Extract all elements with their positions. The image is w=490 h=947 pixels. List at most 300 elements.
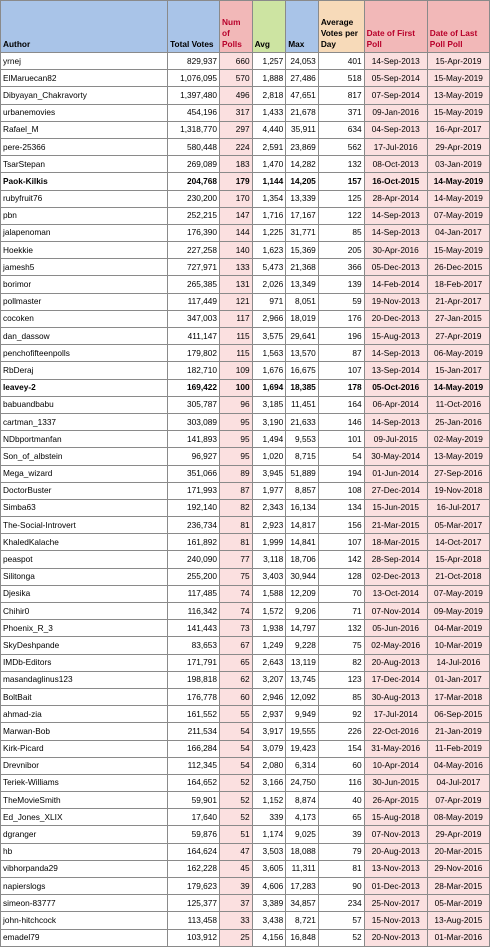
avg-votes-per-day-cell[interactable]: 57 bbox=[318, 912, 364, 929]
avg-votes-per-day-cell[interactable]: 70 bbox=[318, 585, 364, 602]
avg-votes-per-day-cell[interactable]: 817 bbox=[318, 87, 364, 104]
last-poll-cell[interactable]: 11-Feb-2019 bbox=[427, 740, 489, 757]
avg-votes-per-day-cell[interactable]: 178 bbox=[318, 379, 364, 396]
author-cell[interactable]: DoctorBuster bbox=[1, 482, 168, 499]
last-poll-cell[interactable]: 15-Jan-2017 bbox=[427, 362, 489, 379]
first-poll-cell[interactable]: 07-Nov-2014 bbox=[364, 603, 427, 620]
table-row[interactable] bbox=[1, 603, 490, 620]
max-cell[interactable]: 6,314 bbox=[286, 757, 319, 774]
avg-votes-per-day-cell[interactable]: 205 bbox=[318, 242, 364, 259]
first-poll-cell[interactable]: 31-May-2016 bbox=[364, 740, 427, 757]
max-cell[interactable]: 21,678 bbox=[286, 104, 319, 121]
last-poll-cell[interactable]: 21-Jan-2019 bbox=[427, 723, 489, 740]
first-poll-cell[interactable]: 05-Oct-2016 bbox=[364, 379, 427, 396]
author-cell[interactable]: hb bbox=[1, 843, 168, 860]
avg-votes-per-day-cell[interactable]: 107 bbox=[318, 534, 364, 551]
last-poll-cell[interactable]: 29-Apr-2019 bbox=[427, 826, 489, 843]
last-poll-cell[interactable]: 27-Sep-2016 bbox=[427, 465, 489, 482]
table-row[interactable] bbox=[1, 156, 490, 173]
first-poll-cell[interactable]: 05-Dec-2013 bbox=[364, 259, 427, 276]
total-votes-cell[interactable]: 255,200 bbox=[168, 568, 220, 585]
author-cell[interactable]: pbn bbox=[1, 207, 168, 224]
max-cell[interactable]: 4,173 bbox=[286, 809, 319, 826]
max-cell[interactable]: 18,385 bbox=[286, 379, 319, 396]
author-cell[interactable]: cartman_1337 bbox=[1, 413, 168, 430]
table-row[interactable] bbox=[1, 345, 490, 362]
first-poll-cell[interactable]: 22-Oct-2016 bbox=[364, 723, 427, 740]
last-poll-cell[interactable]: 14-May-2019 bbox=[427, 190, 489, 207]
table-row[interactable] bbox=[1, 310, 490, 327]
last-poll-cell[interactable]: 07-May-2019 bbox=[427, 585, 489, 602]
avg-cell[interactable]: 1,249 bbox=[252, 637, 286, 654]
total-votes-cell[interactable]: 252,215 bbox=[168, 207, 220, 224]
table-row[interactable] bbox=[1, 809, 490, 826]
last-poll-cell[interactable]: 26-Dec-2015 bbox=[427, 259, 489, 276]
total-votes-cell[interactable]: 176,390 bbox=[168, 224, 220, 241]
num-polls-cell[interactable]: 52 bbox=[220, 809, 253, 826]
total-votes-cell[interactable]: 164,652 bbox=[168, 774, 220, 791]
avg-votes-per-day-cell[interactable]: 634 bbox=[318, 121, 364, 138]
last-poll-cell[interactable]: 07-Apr-2019 bbox=[427, 792, 489, 809]
author-cell[interactable]: Chihir0 bbox=[1, 603, 168, 620]
avg-votes-per-day-cell[interactable]: 59 bbox=[318, 293, 364, 310]
last-poll-cell[interactable]: 06-Sep-2015 bbox=[427, 706, 489, 723]
max-cell[interactable]: 31,771 bbox=[286, 224, 319, 241]
avg-votes-per-day-cell[interactable]: 40 bbox=[318, 792, 364, 809]
author-cell[interactable]: babuandbabu bbox=[1, 396, 168, 413]
last-poll-cell[interactable]: 29-Nov-2016 bbox=[427, 860, 489, 877]
total-votes-cell[interactable]: 113,458 bbox=[168, 912, 220, 929]
table-row[interactable] bbox=[1, 242, 490, 259]
num-polls-cell[interactable]: 121 bbox=[220, 293, 253, 310]
last-poll-cell[interactable]: 10-Mar-2019 bbox=[427, 637, 489, 654]
total-votes-cell[interactable]: 179,623 bbox=[168, 878, 220, 895]
max-cell[interactable]: 13,745 bbox=[286, 671, 319, 688]
avg-votes-per-day-cell[interactable]: 146 bbox=[318, 413, 364, 430]
avg-cell[interactable]: 1,977 bbox=[252, 482, 286, 499]
author-cell[interactable]: emadel79 bbox=[1, 929, 168, 946]
max-cell[interactable]: 18,088 bbox=[286, 843, 319, 860]
avg-votes-per-day-cell[interactable]: 125 bbox=[318, 190, 364, 207]
avg-cell[interactable]: 1,494 bbox=[252, 431, 286, 448]
table-row[interactable] bbox=[1, 757, 490, 774]
avg-votes-per-day-cell[interactable]: 562 bbox=[318, 138, 364, 155]
last-poll-cell[interactable]: 20-Mar-2015 bbox=[427, 843, 489, 860]
table-row[interactable] bbox=[1, 70, 490, 87]
total-votes-cell[interactable]: 265,385 bbox=[168, 276, 220, 293]
table-row[interactable] bbox=[1, 895, 490, 912]
avg-votes-per-day-cell[interactable]: 39 bbox=[318, 826, 364, 843]
num-polls-cell[interactable]: 82 bbox=[220, 499, 253, 516]
avg-cell[interactable]: 1,174 bbox=[252, 826, 286, 843]
max-cell[interactable]: 12,092 bbox=[286, 688, 319, 705]
first-poll-cell[interactable]: 30-Aug-2013 bbox=[364, 688, 427, 705]
avg-votes-per-day-cell[interactable]: 101 bbox=[318, 431, 364, 448]
max-cell[interactable]: 12,209 bbox=[286, 585, 319, 602]
avg-votes-per-day-cell[interactable]: 107 bbox=[318, 362, 364, 379]
author-cell[interactable]: simeon-83777 bbox=[1, 895, 168, 912]
avg-cell[interactable]: 1,433 bbox=[252, 104, 286, 121]
author-cell[interactable]: TsarStepan bbox=[1, 156, 168, 173]
first-poll-cell[interactable]: 10-Apr-2014 bbox=[364, 757, 427, 774]
avg-cell[interactable]: 3,917 bbox=[252, 723, 286, 740]
avg-votes-per-day-cell[interactable]: 196 bbox=[318, 328, 364, 345]
author-cell[interactable]: masandaglinus123 bbox=[1, 671, 168, 688]
first-poll-cell[interactable]: 15-Aug-2018 bbox=[364, 809, 427, 826]
table-row[interactable] bbox=[1, 551, 490, 568]
max-cell[interactable]: 9,228 bbox=[286, 637, 319, 654]
author-cell[interactable]: BoltBait bbox=[1, 688, 168, 705]
total-votes-cell[interactable]: 59,901 bbox=[168, 792, 220, 809]
first-poll-cell[interactable]: 30-Apr-2016 bbox=[364, 242, 427, 259]
table-row[interactable] bbox=[1, 740, 490, 757]
first-poll-cell[interactable]: 21-Mar-2015 bbox=[364, 517, 427, 534]
header-num-polls[interactable]: Num of Polls bbox=[220, 1, 253, 53]
author-cell[interactable]: Son_of_albstein bbox=[1, 448, 168, 465]
author-cell[interactable]: napierslogs bbox=[1, 878, 168, 895]
total-votes-cell[interactable]: 1,318,770 bbox=[168, 121, 220, 138]
total-votes-cell[interactable]: 303,089 bbox=[168, 413, 220, 430]
first-poll-cell[interactable]: 28-Sep-2014 bbox=[364, 551, 427, 568]
max-cell[interactable]: 18,706 bbox=[286, 551, 319, 568]
avg-cell[interactable]: 3,190 bbox=[252, 413, 286, 430]
avg-votes-per-day-cell[interactable]: 85 bbox=[318, 224, 364, 241]
total-votes-cell[interactable]: 1,076,095 bbox=[168, 70, 220, 87]
avg-votes-per-day-cell[interactable]: 79 bbox=[318, 843, 364, 860]
author-cell[interactable]: Simba63 bbox=[1, 499, 168, 516]
author-cell[interactable]: KhaledKalache bbox=[1, 534, 168, 551]
first-poll-cell[interactable]: 20-Dec-2013 bbox=[364, 310, 427, 327]
table-row[interactable] bbox=[1, 448, 490, 465]
total-votes-cell[interactable]: 164,624 bbox=[168, 843, 220, 860]
num-polls-cell[interactable]: 96 bbox=[220, 396, 253, 413]
avg-votes-per-day-cell[interactable]: 54 bbox=[318, 448, 364, 465]
last-poll-cell[interactable]: 27-Jan-2015 bbox=[427, 310, 489, 327]
first-poll-cell[interactable]: 01-Jun-2014 bbox=[364, 465, 427, 482]
table-row[interactable] bbox=[1, 534, 490, 551]
first-poll-cell[interactable]: 14-Sep-2013 bbox=[364, 413, 427, 430]
first-poll-cell[interactable]: 18-Mar-2015 bbox=[364, 534, 427, 551]
total-votes-cell[interactable]: 17,640 bbox=[168, 809, 220, 826]
last-poll-cell[interactable]: 16-Apr-2017 bbox=[427, 121, 489, 138]
num-polls-cell[interactable]: 224 bbox=[220, 138, 253, 155]
author-cell[interactable]: Rafael_M bbox=[1, 121, 168, 138]
table-row[interactable] bbox=[1, 328, 490, 345]
num-polls-cell[interactable]: 54 bbox=[220, 740, 253, 757]
avg-cell[interactable]: 1,354 bbox=[252, 190, 286, 207]
author-cell[interactable]: dan_dassow bbox=[1, 328, 168, 345]
last-poll-cell[interactable]: 15-May-2019 bbox=[427, 70, 489, 87]
total-votes-cell[interactable]: 162,228 bbox=[168, 860, 220, 877]
first-poll-cell[interactable]: 14-Sep-2013 bbox=[364, 53, 427, 70]
avg-cell[interactable]: 1,470 bbox=[252, 156, 286, 173]
max-cell[interactable]: 27,486 bbox=[286, 70, 319, 87]
max-cell[interactable]: 29,641 bbox=[286, 328, 319, 345]
total-votes-cell[interactable]: 227,258 bbox=[168, 242, 220, 259]
max-cell[interactable]: 19,555 bbox=[286, 723, 319, 740]
author-cell[interactable]: Dibyayan_Chakravorty bbox=[1, 87, 168, 104]
avg-cell[interactable]: 3,605 bbox=[252, 860, 286, 877]
total-votes-cell[interactable]: 198,818 bbox=[168, 671, 220, 688]
num-polls-cell[interactable]: 109 bbox=[220, 362, 253, 379]
total-votes-cell[interactable]: 176,778 bbox=[168, 688, 220, 705]
table-row[interactable] bbox=[1, 792, 490, 809]
num-polls-cell[interactable]: 75 bbox=[220, 568, 253, 585]
max-cell[interactable]: 16,134 bbox=[286, 499, 319, 516]
table-row[interactable] bbox=[1, 138, 490, 155]
avg-votes-per-day-cell[interactable]: 139 bbox=[318, 276, 364, 293]
avg-votes-per-day-cell[interactable]: 401 bbox=[318, 53, 364, 70]
author-cell[interactable]: borimor bbox=[1, 276, 168, 293]
total-votes-cell[interactable]: 580,448 bbox=[168, 138, 220, 155]
max-cell[interactable]: 14,205 bbox=[286, 173, 319, 190]
last-poll-cell[interactable]: 13-Aug-2015 bbox=[427, 912, 489, 929]
num-polls-cell[interactable]: 179 bbox=[220, 173, 253, 190]
table-row[interactable] bbox=[1, 929, 490, 946]
avg-cell[interactable]: 5,473 bbox=[252, 259, 286, 276]
avg-cell[interactable]: 1,888 bbox=[252, 70, 286, 87]
first-poll-cell[interactable]: 07-Nov-2013 bbox=[364, 826, 427, 843]
max-cell[interactable]: 23,869 bbox=[286, 138, 319, 155]
avg-votes-per-day-cell[interactable]: 108 bbox=[318, 482, 364, 499]
avg-cell[interactable]: 1,716 bbox=[252, 207, 286, 224]
table-row[interactable] bbox=[1, 517, 490, 534]
author-cell[interactable]: urbanemovies bbox=[1, 104, 168, 121]
num-polls-cell[interactable]: 95 bbox=[220, 431, 253, 448]
num-polls-cell[interactable]: 52 bbox=[220, 774, 253, 791]
first-poll-cell[interactable]: 13-Nov-2013 bbox=[364, 860, 427, 877]
total-votes-cell[interactable]: 59,876 bbox=[168, 826, 220, 843]
avg-votes-per-day-cell[interactable]: 122 bbox=[318, 207, 364, 224]
num-polls-cell[interactable]: 62 bbox=[220, 671, 253, 688]
avg-votes-per-day-cell[interactable]: 52 bbox=[318, 929, 364, 946]
avg-votes-per-day-cell[interactable]: 142 bbox=[318, 551, 364, 568]
num-polls-cell[interactable]: 317 bbox=[220, 104, 253, 121]
max-cell[interactable]: 13,570 bbox=[286, 345, 319, 362]
author-cell[interactable]: Silitonga bbox=[1, 568, 168, 585]
header-last-poll[interactable]: Date of Last Poll Poll bbox=[427, 1, 489, 53]
total-votes-cell[interactable]: 305,787 bbox=[168, 396, 220, 413]
avg-cell[interactable]: 1,676 bbox=[252, 362, 286, 379]
avg-votes-per-day-cell[interactable]: 154 bbox=[318, 740, 364, 757]
table-row[interactable] bbox=[1, 259, 490, 276]
num-polls-cell[interactable]: 570 bbox=[220, 70, 253, 87]
max-cell[interactable]: 18,019 bbox=[286, 310, 319, 327]
avg-cell[interactable]: 1,152 bbox=[252, 792, 286, 809]
avg-cell[interactable]: 2,343 bbox=[252, 499, 286, 516]
num-polls-cell[interactable]: 140 bbox=[220, 242, 253, 259]
author-cell[interactable]: The-Social-Introvert bbox=[1, 517, 168, 534]
table-row[interactable] bbox=[1, 121, 490, 138]
num-polls-cell[interactable]: 144 bbox=[220, 224, 253, 241]
author-cell[interactable]: Mega_wizard bbox=[1, 465, 168, 482]
first-poll-cell[interactable]: 13-Oct-2014 bbox=[364, 585, 427, 602]
last-poll-cell[interactable]: 18-Feb-2017 bbox=[427, 276, 489, 293]
max-cell[interactable]: 9,949 bbox=[286, 706, 319, 723]
avg-cell[interactable]: 4,156 bbox=[252, 929, 286, 946]
num-polls-cell[interactable]: 77 bbox=[220, 551, 253, 568]
num-polls-cell[interactable]: 660 bbox=[220, 53, 253, 70]
avg-votes-per-day-cell[interactable]: 132 bbox=[318, 620, 364, 637]
max-cell[interactable]: 8,874 bbox=[286, 792, 319, 809]
avg-votes-per-day-cell[interactable]: 128 bbox=[318, 568, 364, 585]
table-row[interactable] bbox=[1, 843, 490, 860]
num-polls-cell[interactable]: 89 bbox=[220, 465, 253, 482]
num-polls-cell[interactable]: 81 bbox=[220, 534, 253, 551]
first-poll-cell[interactable]: 06-Apr-2014 bbox=[364, 396, 427, 413]
last-poll-cell[interactable]: 27-Apr-2019 bbox=[427, 328, 489, 345]
num-polls-cell[interactable]: 115 bbox=[220, 345, 253, 362]
first-poll-cell[interactable]: 14-Sep-2013 bbox=[364, 224, 427, 241]
last-poll-cell[interactable]: 14-Oct-2017 bbox=[427, 534, 489, 551]
table-row[interactable] bbox=[1, 465, 490, 482]
first-poll-cell[interactable]: 17-Dec-2014 bbox=[364, 671, 427, 688]
first-poll-cell[interactable]: 19-Nov-2013 bbox=[364, 293, 427, 310]
last-poll-cell[interactable]: 07-May-2019 bbox=[427, 207, 489, 224]
first-poll-cell[interactable]: 14-Feb-2014 bbox=[364, 276, 427, 293]
table-row[interactable] bbox=[1, 654, 490, 671]
first-poll-cell[interactable]: 20-Nov-2013 bbox=[364, 929, 427, 946]
author-cell[interactable]: jalapenoman bbox=[1, 224, 168, 241]
max-cell[interactable]: 11,311 bbox=[286, 860, 319, 877]
total-votes-cell[interactable]: 171,993 bbox=[168, 482, 220, 499]
total-votes-cell[interactable]: 96,927 bbox=[168, 448, 220, 465]
last-poll-cell[interactable]: 15-May-2019 bbox=[427, 242, 489, 259]
first-poll-cell[interactable]: 15-Nov-2013 bbox=[364, 912, 427, 929]
last-poll-cell[interactable]: 02-May-2019 bbox=[427, 431, 489, 448]
avg-votes-per-day-cell[interactable]: 81 bbox=[318, 860, 364, 877]
table-row[interactable] bbox=[1, 860, 490, 877]
avg-votes-per-day-cell[interactable]: 371 bbox=[318, 104, 364, 121]
table-row[interactable] bbox=[1, 912, 490, 929]
header-first-poll[interactable]: Date of First Poll bbox=[364, 1, 427, 53]
first-poll-cell[interactable]: 02-Dec-2013 bbox=[364, 568, 427, 585]
avg-cell[interactable]: 3,118 bbox=[252, 551, 286, 568]
avg-votes-per-day-cell[interactable]: 87 bbox=[318, 345, 364, 362]
avg-cell[interactable]: 1,623 bbox=[252, 242, 286, 259]
author-cell[interactable]: TheMovieSmith bbox=[1, 792, 168, 809]
max-cell[interactable]: 51,889 bbox=[286, 465, 319, 482]
max-cell[interactable]: 8,721 bbox=[286, 912, 319, 929]
avg-cell[interactable]: 3,503 bbox=[252, 843, 286, 860]
num-polls-cell[interactable]: 60 bbox=[220, 688, 253, 705]
author-cell[interactable]: Ed_Jones_XLIX bbox=[1, 809, 168, 826]
first-poll-cell[interactable]: 28-Apr-2014 bbox=[364, 190, 427, 207]
max-cell[interactable]: 17,283 bbox=[286, 878, 319, 895]
author-cell[interactable]: SkyDeshpande bbox=[1, 637, 168, 654]
avg-cell[interactable]: 2,643 bbox=[252, 654, 286, 671]
avg-votes-per-day-cell[interactable]: 75 bbox=[318, 637, 364, 654]
first-poll-cell[interactable]: 09-Jan-2016 bbox=[364, 104, 427, 121]
total-votes-cell[interactable]: 83,653 bbox=[168, 637, 220, 654]
last-poll-cell[interactable]: 14-Jul-2016 bbox=[427, 654, 489, 671]
max-cell[interactable]: 17,167 bbox=[286, 207, 319, 224]
author-cell[interactable]: rubyfruit76 bbox=[1, 190, 168, 207]
table-row[interactable] bbox=[1, 293, 490, 310]
last-poll-cell[interactable]: 04-Mar-2019 bbox=[427, 620, 489, 637]
num-polls-cell[interactable]: 45 bbox=[220, 860, 253, 877]
table-row[interactable] bbox=[1, 396, 490, 413]
header-max[interactable]: Max bbox=[286, 1, 319, 53]
avg-cell[interactable]: 2,923 bbox=[252, 517, 286, 534]
first-poll-cell[interactable]: 25-Nov-2017 bbox=[364, 895, 427, 912]
total-votes-cell[interactable]: 1,397,480 bbox=[168, 87, 220, 104]
avg-cell[interactable]: 3,389 bbox=[252, 895, 286, 912]
first-poll-cell[interactable]: 05-Sep-2014 bbox=[364, 70, 427, 87]
max-cell[interactable]: 13,349 bbox=[286, 276, 319, 293]
avg-votes-per-day-cell[interactable]: 518 bbox=[318, 70, 364, 87]
num-polls-cell[interactable]: 25 bbox=[220, 929, 253, 946]
last-poll-cell[interactable]: 01-Jan-2017 bbox=[427, 671, 489, 688]
total-votes-cell[interactable]: 125,377 bbox=[168, 895, 220, 912]
first-poll-cell[interactable]: 15-Jun-2015 bbox=[364, 499, 427, 516]
max-cell[interactable]: 21,633 bbox=[286, 413, 319, 430]
num-polls-cell[interactable]: 54 bbox=[220, 723, 253, 740]
last-poll-cell[interactable]: 15-Apr-2019 bbox=[427, 53, 489, 70]
last-poll-cell[interactable]: 04-May-2016 bbox=[427, 757, 489, 774]
author-cell[interactable]: Paok-Kilkis bbox=[1, 173, 168, 190]
author-cell[interactable]: john-hitchcock bbox=[1, 912, 168, 929]
table-row[interactable] bbox=[1, 482, 490, 499]
header-author[interactable]: Author bbox=[1, 1, 168, 53]
num-polls-cell[interactable]: 115 bbox=[220, 328, 253, 345]
max-cell[interactable]: 8,051 bbox=[286, 293, 319, 310]
table-row[interactable] bbox=[1, 671, 490, 688]
num-polls-cell[interactable]: 67 bbox=[220, 637, 253, 654]
avg-cell[interactable]: 4,440 bbox=[252, 121, 286, 138]
avg-votes-per-day-cell[interactable]: 366 bbox=[318, 259, 364, 276]
max-cell[interactable]: 24,750 bbox=[286, 774, 319, 791]
avg-votes-per-day-cell[interactable]: 116 bbox=[318, 774, 364, 791]
last-poll-cell[interactable]: 11-Oct-2016 bbox=[427, 396, 489, 413]
last-poll-cell[interactable]: 01-Mar-2016 bbox=[427, 929, 489, 946]
table-row[interactable] bbox=[1, 276, 490, 293]
first-poll-cell[interactable]: 30-Jun-2015 bbox=[364, 774, 427, 791]
max-cell[interactable]: 9,206 bbox=[286, 603, 319, 620]
total-votes-cell[interactable]: 236,734 bbox=[168, 517, 220, 534]
author-cell[interactable]: vibhorpanda29 bbox=[1, 860, 168, 877]
last-poll-cell[interactable]: 05-Mar-2017 bbox=[427, 517, 489, 534]
num-polls-cell[interactable]: 297 bbox=[220, 121, 253, 138]
table-row[interactable] bbox=[1, 568, 490, 585]
table-row[interactable] bbox=[1, 688, 490, 705]
table-row[interactable] bbox=[1, 379, 490, 396]
avg-cell[interactable]: 1,225 bbox=[252, 224, 286, 241]
first-poll-cell[interactable]: 26-Apr-2015 bbox=[364, 792, 427, 809]
last-poll-cell[interactable]: 05-Mar-2019 bbox=[427, 895, 489, 912]
first-poll-cell[interactable]: 27-Dec-2014 bbox=[364, 482, 427, 499]
total-votes-cell[interactable]: 182,710 bbox=[168, 362, 220, 379]
total-votes-cell[interactable]: 161,552 bbox=[168, 706, 220, 723]
table-row[interactable] bbox=[1, 637, 490, 654]
last-poll-cell[interactable]: 06-May-2019 bbox=[427, 345, 489, 362]
num-polls-cell[interactable]: 51 bbox=[220, 826, 253, 843]
avg-cell[interactable]: 2,818 bbox=[252, 87, 286, 104]
max-cell[interactable]: 16,675 bbox=[286, 362, 319, 379]
max-cell[interactable]: 30,944 bbox=[286, 568, 319, 585]
max-cell[interactable]: 11,451 bbox=[286, 396, 319, 413]
total-votes-cell[interactable]: 411,147 bbox=[168, 328, 220, 345]
avg-cell[interactable]: 1,588 bbox=[252, 585, 286, 602]
table-row[interactable] bbox=[1, 499, 490, 516]
total-votes-cell[interactable]: 141,893 bbox=[168, 431, 220, 448]
avg-cell[interactable]: 3,166 bbox=[252, 774, 286, 791]
author-cell[interactable]: NDbportmanfan bbox=[1, 431, 168, 448]
total-votes-cell[interactable]: 211,534 bbox=[168, 723, 220, 740]
num-polls-cell[interactable]: 47 bbox=[220, 843, 253, 860]
avg-votes-per-day-cell[interactable]: 85 bbox=[318, 688, 364, 705]
avg-votes-per-day-cell[interactable]: 92 bbox=[318, 706, 364, 723]
